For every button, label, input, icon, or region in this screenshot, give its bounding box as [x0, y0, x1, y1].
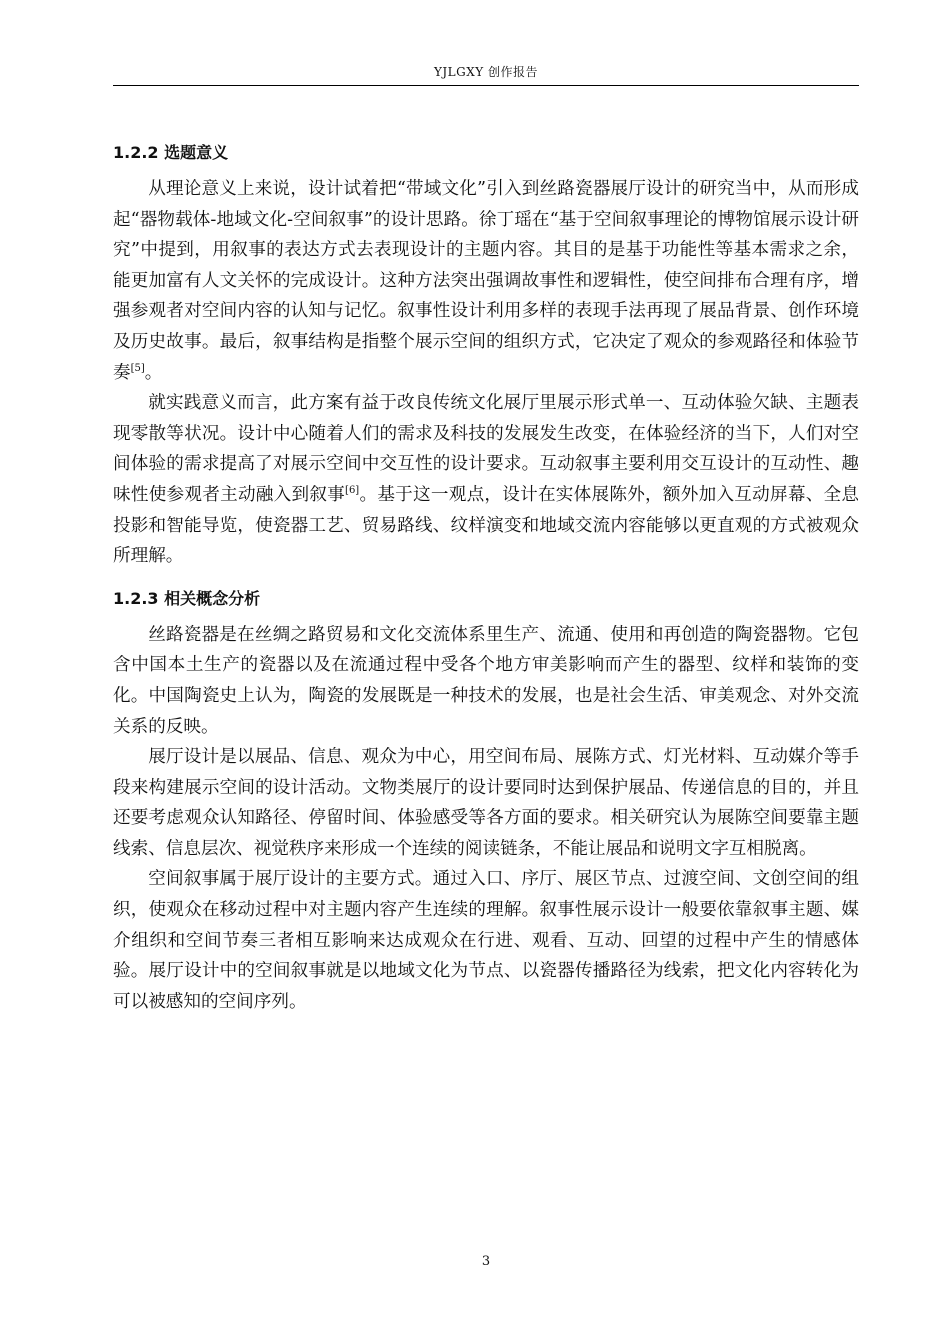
paragraph-tail: 。 [144, 362, 163, 383]
citation-ref: [6] [345, 485, 360, 497]
paragraph [113, 620, 859, 742]
paragraph [113, 742, 859, 864]
paragraph-text: 展厅设计是以展品、信息、观众为中心，用空间布局、展陈方式、灯光材料、互动媒介等手段来构建展示空间的设计活动。文物类展厅的设计要同时达到保护展品、传递信息的目的，并且还要考虑观众认知路径、停留时间、体验感受等各方面的要求。相关研究认为展陈空间要靠主题线索、信息层次、视觉秩序来形成一个连续的阅读链条，不能让展品和说明文字互相脱离。 [113, 747, 859, 859]
page-number: 3 [481, 1254, 491, 1269]
paragraph-text: 就实践意义而言，此方案有益于改良传统文化展厅里展示形式单一、互动体验欠缺、主题表现零散等状况。设计中心随着人们的需求及科技的发展发生改变，在体验经济的当下，人们对空间体验的需求提高了对展示空间中交互性的设计要求。互动叙事主要利用交互设计的互动性、趣味性使参观者主动融入到叙事 [113, 393, 859, 505]
running-header: YJLGXY 创作报告 [433, 65, 539, 79]
paragraph [113, 388, 859, 572]
paragraph-text: 空间叙事属于展厅设计的主要方式。通过入口、序厅、展区节点、过渡空间、文创空间的组织，使观众在移动过程中对主题内容产生连续的理解。叙事性展示设计一般要依靠叙事主题、媒介组织和空间节奏三者相互影响来达成观众在行进、观看、互动、回望的过程中产生的情感体验。展厅设计中的空间叙事就是以地域文化为节点、以瓷器传播路径为线索，把文化内容转化为可以被感知的空间序列。 [113, 869, 859, 1012]
citation-ref: [5] [130, 362, 145, 374]
header-rule [113, 85, 859, 86]
section-heading-1-2-3: 1.2.3 相关概念分析 [113, 588, 261, 608]
paragraph-tail: 。基于这一观点，设计在实体展陈外，额外加入互动屏幕、全息投影和智能导览，使瓷器工艺、贸易路线、纹样演变和地域交流内容能够以更直观的方式被观众所理解。 [113, 484, 859, 567]
document-body [113, 138, 859, 1017]
paragraph [113, 174, 859, 388]
paragraph [113, 864, 859, 1017]
section-heading-1-2-2: 1.2.2 选题意义 [113, 143, 229, 162]
paragraph-text: 丝路瓷器是在丝绸之路贸易和文化交流体系里生产、流通、使用和再创造的陶瓷器物。它包含中国本土生产的瓷器以及在流通过程中受各个地方审美影响而产生的器型、纹样和装饰的变化。中国陶瓷史上认为，陶瓷的发展既是一种技术的发展，也是社会生活、审美观念、对外交流关系的反映。 [113, 624, 859, 737]
paragraph-text: 从理论意义上来说，设计试着把“带域文化”引入到丝路瓷器展厅设计的研究当中，从而形成起“器物载体-地域文化-空间叙事”的设计思路。徐丁瑶在“基于空间叙事理论的博物馆展示设计研究”中提到，用叙事的表达方式去表现设计的主题内容。其目的是基于功能性等基本需求之余，能更加富有人文关怀的完成设计。这种方法突出强调故事性和逻辑性，使空间排布合理有序，增强参观者对空间内容的认知与记忆。叙事性设计利用多样的表现手法再现了展品背景、创作环境及历史故事。最后，叙事结构是指整个展示空间的组织方式，它决定了观众的参观路径和体验节奏 [113, 179, 859, 383]
